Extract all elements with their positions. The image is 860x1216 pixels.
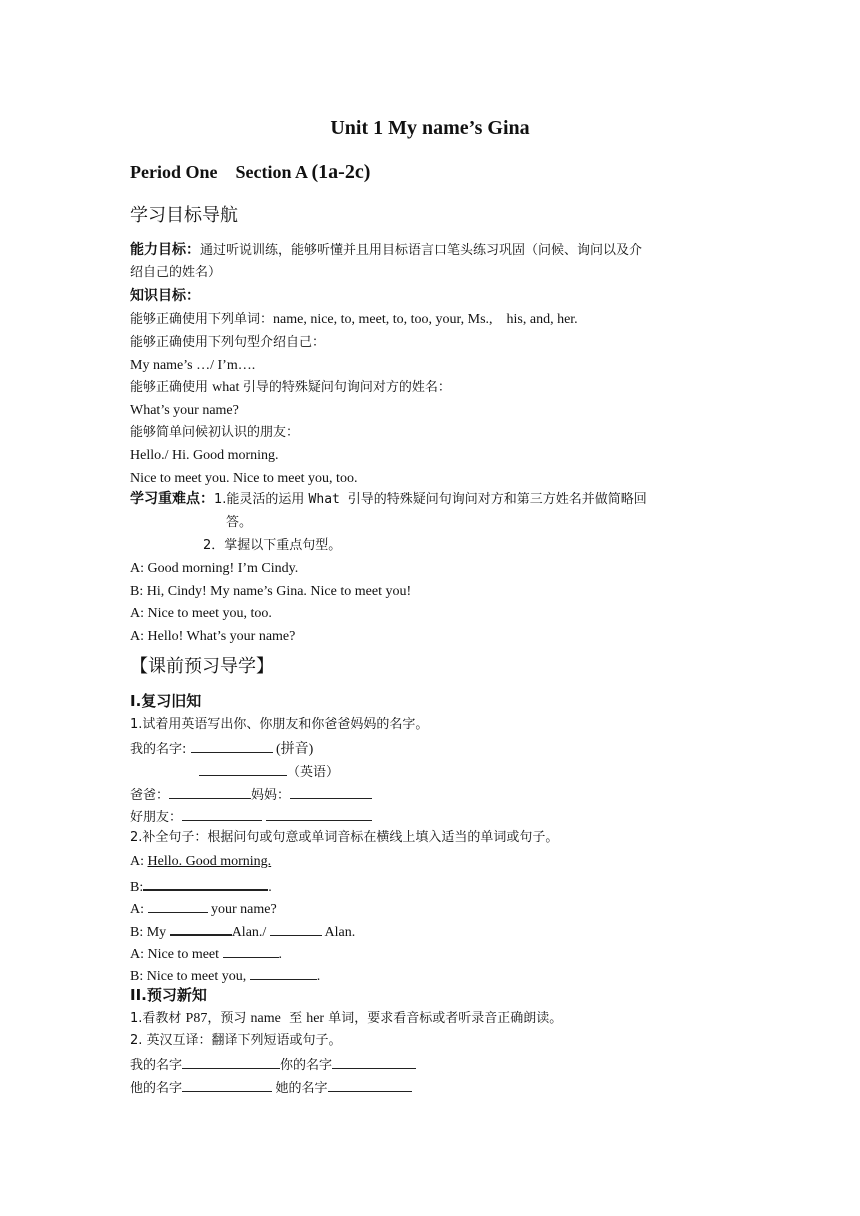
- his-name-prompt: 他的名字: [130, 1081, 183, 1096]
- ability-label: 能力目标：: [130, 242, 200, 258]
- fill-b1-prefix: B:: [130, 880, 144, 895]
- your-name-prompt: 你的名字: [280, 1058, 333, 1073]
- pinyin-note: (拼音): [272, 742, 314, 757]
- my-name-line: [130, 739, 313, 759]
- fill-b3-blank[interactable]: [250, 966, 317, 980]
- her-name-prompt: 她的名字: [275, 1081, 328, 1096]
- friend-blank-2[interactable]: [266, 807, 372, 821]
- new-q1-g: 单词，要求看音标或者听录音正确朗读。: [324, 1011, 563, 1026]
- mom-blank[interactable]: [290, 785, 372, 799]
- ability-line-2: 绍自己的姓名）: [130, 265, 222, 280]
- dialogue-line-4: A: Hello! What’s your name?: [130, 629, 296, 644]
- key-points-label: 学习重难点：: [130, 491, 214, 507]
- my-name-pinyin-blank[interactable]: [191, 739, 273, 753]
- words-zh: 能够正确使用下列单词：: [130, 312, 274, 327]
- friend-line: [130, 807, 372, 827]
- new-q1-b: P87: [185, 1011, 208, 1026]
- fill-a2: [130, 899, 277, 919]
- english-name-line: [199, 762, 339, 782]
- greet-sentence-1: Hello./ Hi. Good morning.: [130, 448, 279, 463]
- fill-b3-suffix: .: [316, 969, 321, 984]
- key-points-line-1: [130, 490, 647, 509]
- review-q2: 2.补全句子：根据问句或句意或单词音标在横线上填入适当的单词或句子。: [130, 830, 559, 845]
- new-q1: [130, 1010, 562, 1028]
- what-en: what: [212, 380, 243, 395]
- dad-label: 爸爸：: [130, 788, 170, 803]
- new-q2: 2. 英汉互译：翻译下列短语或句子。: [130, 1033, 342, 1048]
- your-name-blank[interactable]: [332, 1055, 416, 1069]
- fill-a2-suffix: your name?: [207, 902, 277, 917]
- period-text: Period One Section A: [130, 162, 312, 182]
- ability-text-1: 通过听说训练，能够听懂并且用目标语言口笔头练习巩固（问候、询问以及介: [200, 243, 643, 258]
- greet-line: 能够简单问候初认识的朋友：: [130, 425, 300, 440]
- fill-b3: [130, 966, 320, 986]
- fill-a1-text: Hello. Good morning.: [147, 854, 272, 869]
- period-code: (1a-2c): [311, 161, 371, 183]
- parents-line: [130, 785, 372, 805]
- what-sentence: What’s your name?: [130, 403, 239, 418]
- key-item-1-cont: 答。: [226, 515, 253, 530]
- translate-row-1: [130, 1055, 416, 1075]
- my-name-english-blank[interactable]: [199, 762, 287, 776]
- dialogue-line-1: A: Good morning! I’m Cindy.: [130, 561, 299, 576]
- fill-b2: [130, 921, 355, 942]
- translate-row-2: [130, 1078, 412, 1098]
- fill-b1: [130, 876, 272, 897]
- my-name-prompt: 我的名字: [130, 1058, 183, 1073]
- new-heading: II.预习新知: [130, 986, 207, 1004]
- fill-b1-suffix: .: [268, 880, 272, 895]
- ability-line-1: [130, 241, 642, 260]
- fill-b3-prefix: B: Nice to meet you,: [130, 969, 250, 984]
- dialogue-line-2: B: Hi, Cindy! My name’s Gina. Nice to meet you!: [130, 584, 412, 599]
- mom-label: 妈妈：: [251, 788, 291, 803]
- my-name-blank[interactable]: [182, 1055, 280, 1069]
- what-line: [130, 379, 451, 397]
- key-item-1-num: 1.: [214, 492, 227, 507]
- new-q1-d: name: [250, 1011, 281, 1026]
- friend-label: 好朋友：: [130, 810, 183, 825]
- fill-b2-mid: Alan./: [231, 925, 270, 940]
- page-title: Unit 1 My name’s Gina: [330, 117, 530, 139]
- fill-a3-blank[interactable]: [223, 944, 279, 958]
- fill-b2-prefix: B: My: [130, 925, 170, 940]
- english-note: （英语）: [287, 765, 340, 780]
- what-zh-1: 能够正确使用: [130, 380, 213, 395]
- fill-b2-blank-2[interactable]: [270, 922, 322, 936]
- his-name-blank[interactable]: [182, 1078, 272, 1092]
- new-q1-a: 1.看教材: [130, 1011, 186, 1026]
- my-name-label: 我的名字:: [130, 742, 191, 757]
- fill-a3-prefix: A: Nice to meet: [130, 947, 223, 962]
- knowledge-words: [130, 311, 578, 329]
- her-name-blank[interactable]: [328, 1078, 412, 1092]
- knowledge-label: 知识目标：: [130, 288, 200, 304]
- fill-b2-suffix: Alan.: [321, 925, 356, 940]
- fill-a3: [130, 944, 282, 964]
- goals-heading: 学习目标导航: [130, 205, 238, 226]
- fill-b1-blank[interactable]: [143, 876, 268, 891]
- friend-blank-1[interactable]: [182, 807, 262, 821]
- fill-a2-blank[interactable]: [148, 899, 208, 913]
- what-zh-2: 引导的特殊疑问句询问对方的姓名：: [242, 380, 451, 395]
- new-q1-f: her: [306, 1011, 325, 1026]
- fill-a1-prefix: A:: [130, 854, 148, 869]
- new-q1-e: 至: [280, 1011, 307, 1026]
- fill-a3-suffix: .: [278, 947, 283, 962]
- key-item-2: 2．掌握以下重点句型。: [203, 538, 342, 553]
- greet-sentence-2: Nice to meet you. Nice to meet you, too.: [130, 471, 358, 486]
- period-heading: [130, 160, 370, 184]
- key-item-1-zh-2: 引导的特殊疑问句询问对方和第三方姓名并做简略回: [347, 492, 647, 507]
- intro-sentence: My name’s …/ I’m….: [130, 358, 256, 373]
- fill-a1: [130, 853, 271, 871]
- review-q1: 1.试着用英语写出你、你朋友和你爸爸妈妈的名字。: [130, 717, 429, 732]
- dialogue-line-3: A: Nice to meet you, too.: [130, 606, 272, 621]
- dad-blank[interactable]: [169, 785, 251, 799]
- review-heading: I.复习旧知: [130, 692, 202, 710]
- new-q1-c: ，预习: [207, 1011, 251, 1026]
- intro-line: 能够正确使用下列句型介绍自己：: [130, 335, 326, 350]
- key-item-1-zh-1: 能灵活的运用: [226, 492, 309, 507]
- fill-b2-blank-1[interactable]: [170, 921, 232, 936]
- key-item-1-mono: What: [308, 492, 348, 507]
- words-en: name, nice, to, meet, to, too, your, Ms., his, and, her.: [273, 312, 578, 327]
- fill-a2-prefix: A:: [130, 902, 148, 917]
- preview-heading: 【课前预习导学】: [130, 656, 274, 677]
